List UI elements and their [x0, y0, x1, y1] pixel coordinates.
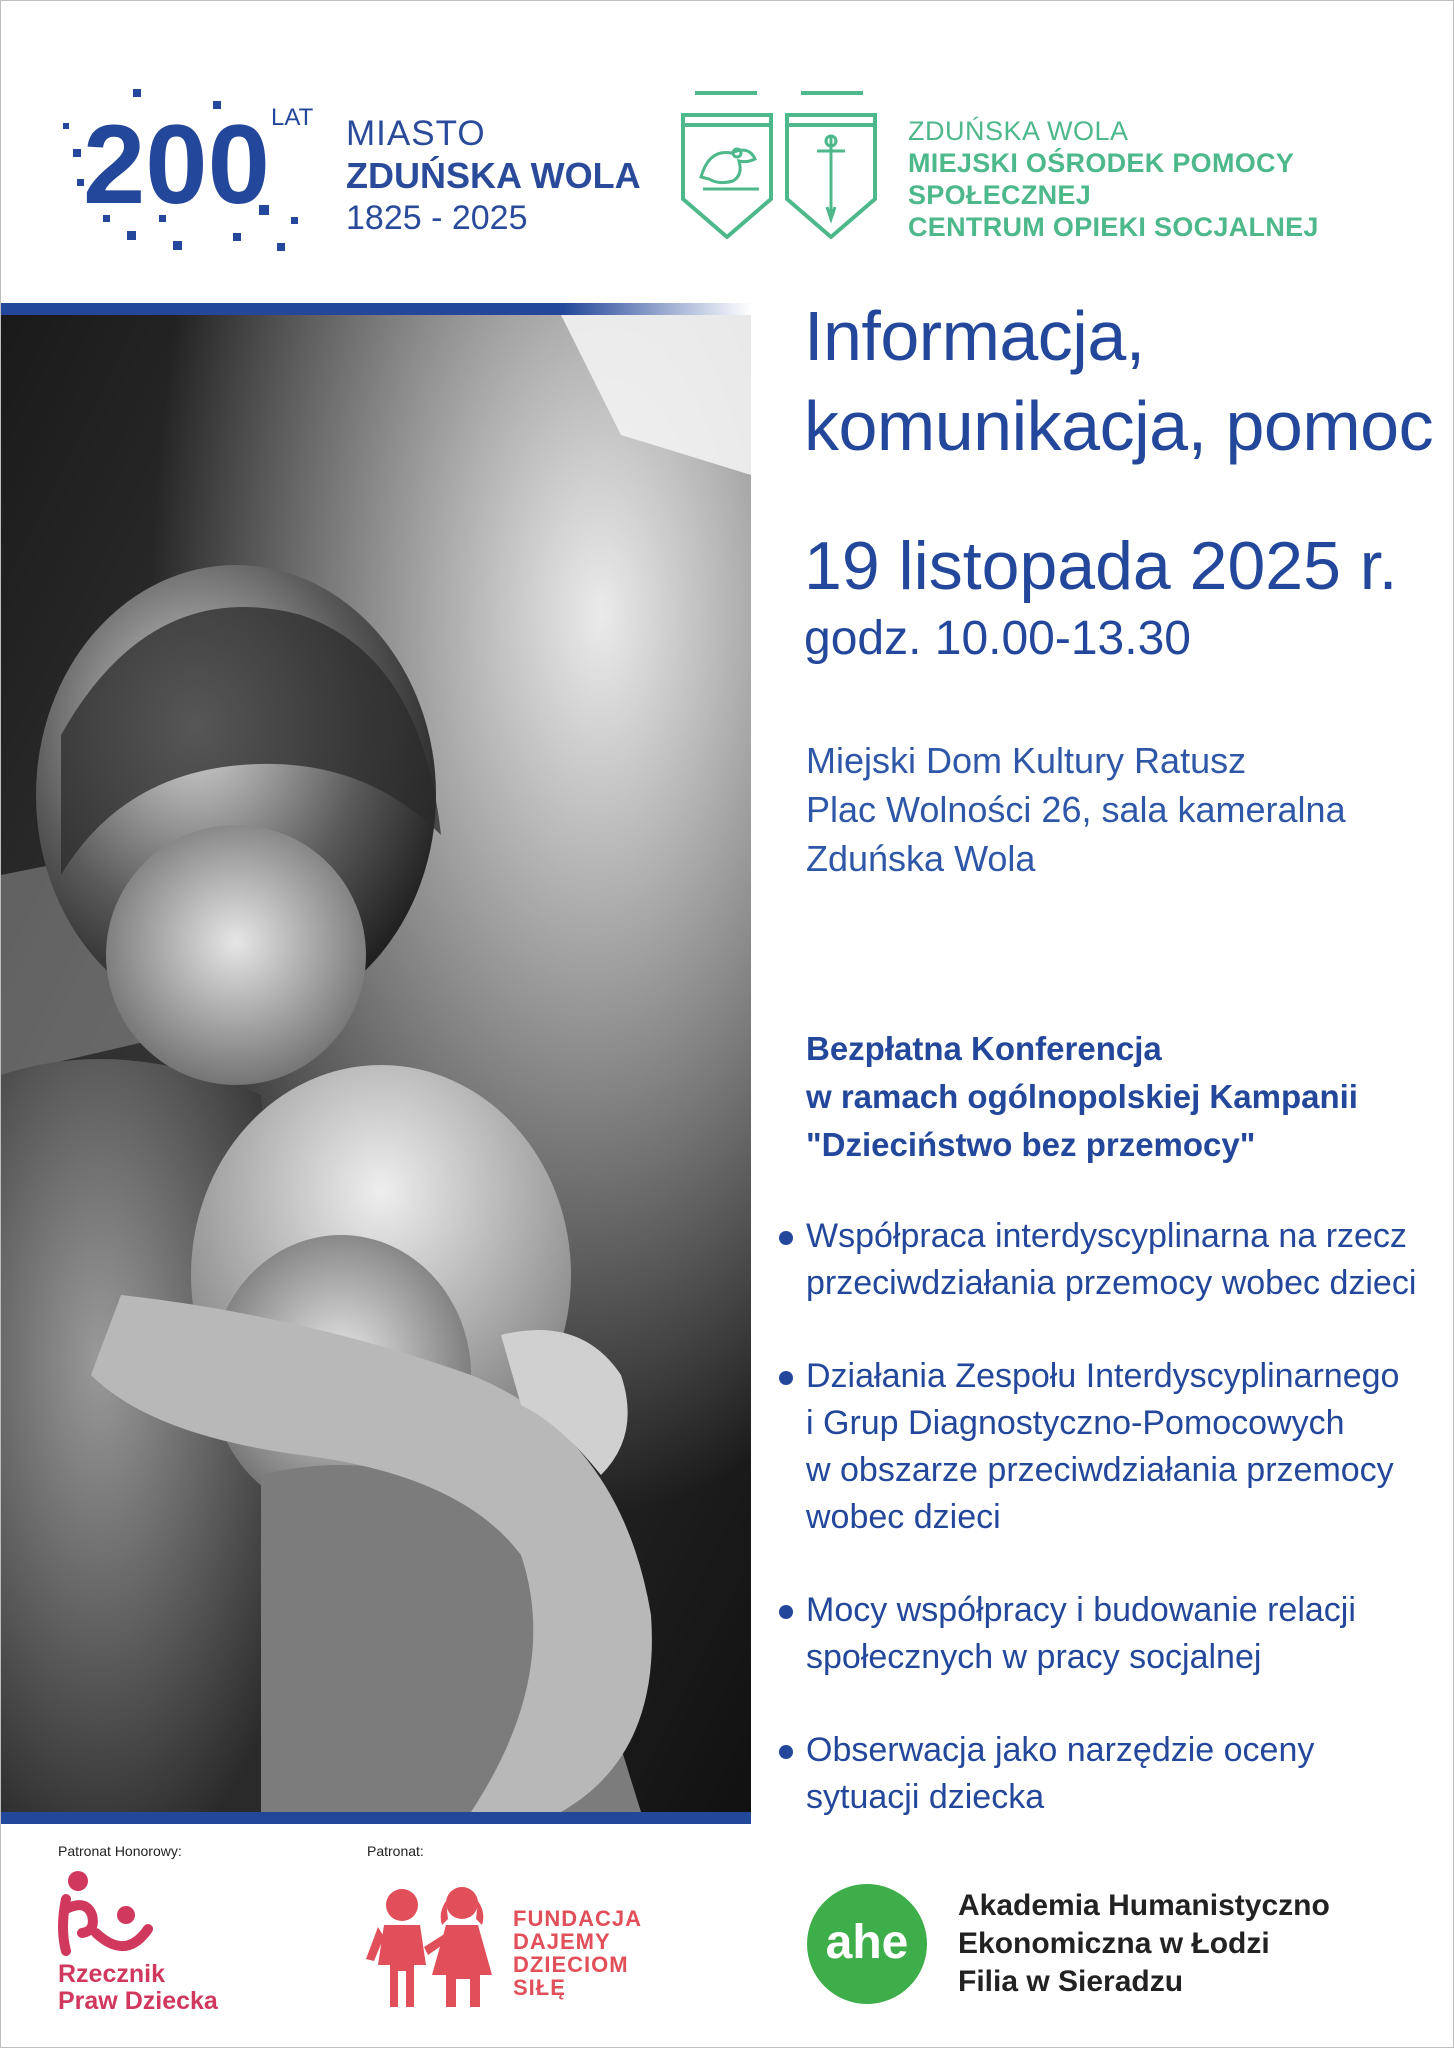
- fundacja-line: DAJEMY: [513, 1929, 611, 1954]
- venue-line: Plac Wolności 26, sala kameralna: [806, 789, 1346, 830]
- topic-list: [779, 1213, 1419, 1867]
- fundacja-text: [513, 1907, 642, 1999]
- two-children-icon: [366, 1885, 501, 2010]
- rzecznik-emblem-icon: [56, 1869, 156, 1959]
- city-name: ZDUŃSKA WOLA: [346, 155, 641, 196]
- city-name-block: [346, 113, 641, 239]
- rzecznik-text: [58, 1961, 218, 2015]
- city-label: MIASTO: [346, 114, 486, 153]
- ahe-line: Ekonomiczna w Łodzi: [958, 1927, 1270, 1960]
- honorary-patronage-label: Patronat Honorowy:: [58, 1843, 182, 1859]
- venue-line: Miejski Dom Kultury Ratusz: [806, 740, 1247, 781]
- topic-line: Obserwacja jako narzędzie oceny: [806, 1731, 1315, 1769]
- rzecznik-praw-dziecka-logo: [56, 1869, 256, 2015]
- fundacja-line: DZIECIOM: [513, 1952, 629, 1977]
- topic-line: i Grup Diagnostyczno-Pomocowych: [806, 1404, 1345, 1442]
- topic-line: społecznych w pracy socjalnej: [806, 1638, 1262, 1676]
- fundacja-dajemy-dzieciom-sile-logo: [366, 1885, 666, 2015]
- event-date: 19 listopada 2025 r.: [804, 528, 1398, 604]
- intro-line: w ramach ogólnopolskiej Kampanii: [806, 1078, 1358, 1115]
- mops-name-block: [908, 115, 1453, 243]
- bullet-dot-icon: [779, 1605, 793, 1619]
- ahe-name: [958, 1887, 1330, 2001]
- patronage-label: Patronat:: [367, 1843, 424, 1859]
- venue-line: Zduńska Wola: [806, 838, 1036, 879]
- bullet-dot-icon: [779, 1231, 793, 1245]
- intro-line: "Dzieciństwo bez przemocy": [806, 1126, 1256, 1163]
- conference-intro: [806, 1025, 1358, 1169]
- event-venue: [806, 736, 1346, 883]
- anniversary-number: 200: [83, 102, 270, 227]
- topic-line: Mocy współpracy i budowanie relacji: [806, 1591, 1356, 1629]
- sword-icon: [817, 135, 845, 219]
- ahe-line: Filia w Sieradzu: [958, 1965, 1184, 1998]
- bullet-dot-icon: [779, 1745, 793, 1759]
- event-time: godz. 10.00-13.30: [804, 612, 1191, 665]
- rzecznik-line: Rzecznik: [58, 1960, 165, 1988]
- topic-line: wobec dzieci: [806, 1498, 1001, 1536]
- anniversary-lat: LAT: [271, 104, 314, 131]
- event-title-line2: komunikacja, pomoc: [804, 387, 1434, 465]
- ahe-logo: ahe: [807, 1884, 927, 2004]
- topic-item: [779, 1213, 1419, 1307]
- city-crests-logo: [679, 89, 879, 239]
- photo-bottom-bar: [1, 1812, 751, 1824]
- anniversary-200-logo: [63, 83, 323, 253]
- photo-top-bar: [1, 303, 751, 315]
- bullet-dot-icon: [779, 1371, 793, 1385]
- topic-line: Współpraca interdyscyplinarna na rzecz: [806, 1217, 1407, 1255]
- mops-city: ZDUŃSKA WOLA: [908, 116, 1129, 146]
- topic-line: przeciwdziałania przemocy wobec dzieci: [806, 1264, 1417, 1302]
- mops-subtitle: CENTRUM OPIEKI SOCJALNEJ: [908, 212, 1319, 242]
- rzecznik-line: Praw Dziecka: [58, 1987, 218, 2015]
- topic-line: sytuacji dziecka: [806, 1778, 1045, 1816]
- topic-line: w obszarze przeciwdziałania przemocy: [806, 1451, 1394, 1489]
- griffin-icon: [701, 149, 759, 189]
- event-title: [804, 291, 1433, 471]
- fundacja-line: SIŁĘ: [513, 1975, 566, 2000]
- topic-item: [779, 1353, 1419, 1541]
- city-years: 1825 - 2025: [346, 199, 528, 237]
- topic-item: [779, 1587, 1419, 1681]
- mops-name: MIEJSKI OŚRODEK POMOCY SPOŁECZNEJ: [908, 148, 1294, 210]
- fundacja-line: FUNDACJA: [513, 1906, 642, 1931]
- event-title-line1: Informacja,: [804, 297, 1145, 375]
- children-hug-photo: [1, 315, 751, 1812]
- topic-line: Działania Zespołu Interdyscyplinarnego: [806, 1357, 1400, 1395]
- topic-item: [779, 1727, 1419, 1821]
- intro-line: Bezpłatna Konferencja: [806, 1030, 1162, 1067]
- ahe-line: Akademia Humanistyczno: [958, 1889, 1330, 1922]
